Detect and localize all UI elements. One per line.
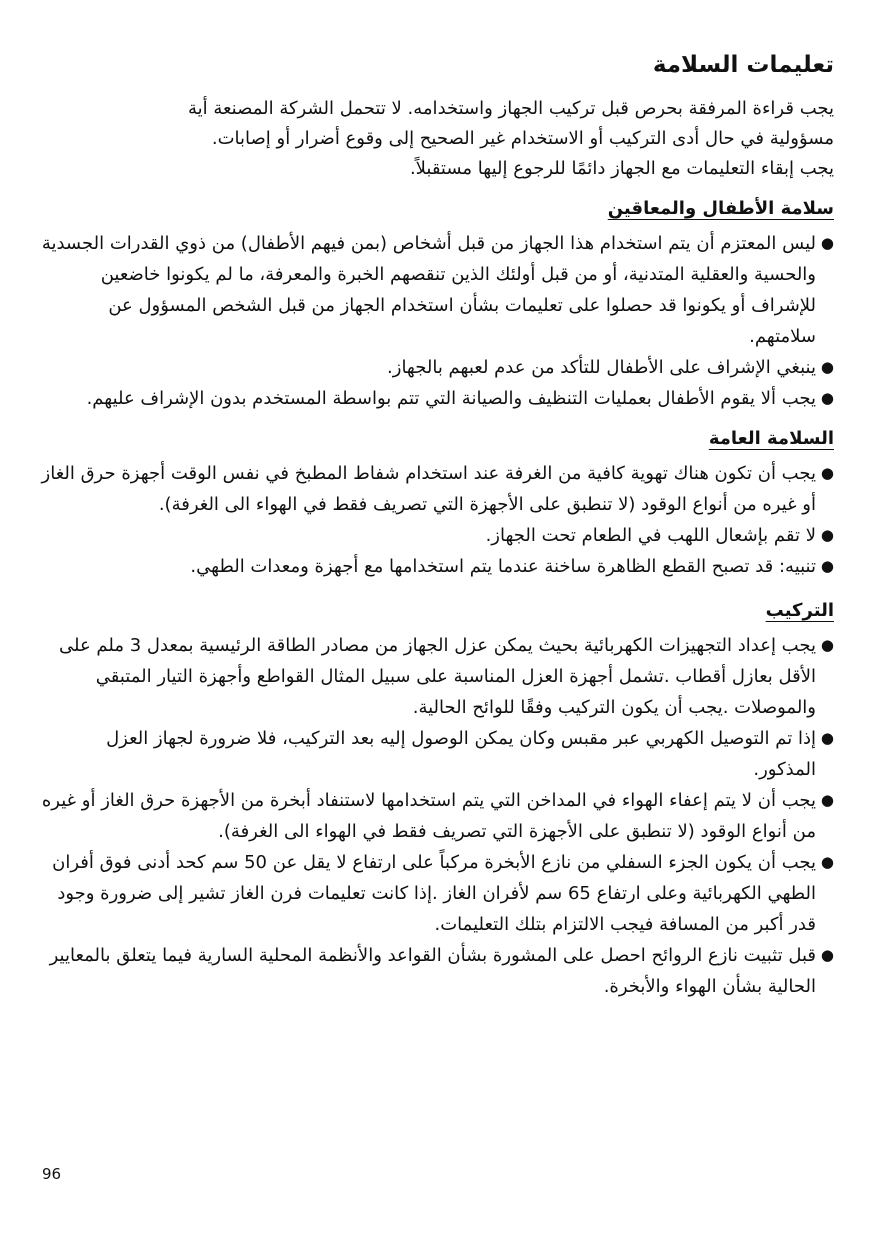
bullet-icon: ● [820, 358, 834, 376]
intro-line: يجب قراءة المرفقة بحرص قبل تركيب الجهاز واستخدامه. لا تتحمل الشركة المصنعة أية [187, 98, 834, 119]
list-item: ● يجب إعداد التجهيزات الكهربائية بحيث يمكن عزل الجهاز من مصادر الطاقة الرئيسية بمعدل 3 ملم على الأقل بعازل أقطاب .تشمل أجهزة العزل المناسبة على سبيل المثال القواطع وأجهزة التيار المتبقي والموصلات .يجب أن يكون التركيب وفقًا للوائح الحالية. [38, 630, 834, 723]
list-item: ● يجب أن لا يتم إعفاء الهواء في المداخن التي يتم استخدامها لاستنفاد أبخرة من الأجهزة حرق الغاز أو غيره من أنواع الوقود (لا تنطبق على الأجهزة التي تصريف فقط في الهواء الى الغرفة). [38, 785, 834, 847]
bullet-icon: ● [820, 526, 834, 544]
list-item: ● ليس المعتزم أن يتم استخدام هذا الجهاز من قبل أشخاص (بمن فيهم الأطفال) من ذوي القدرات الجسدية والحسية والعقلية المتدنية، أو من قبل أولئك الذين تنقصهم الخبرة والمعرفة، ما لم يكونوا خاضعين للإشراف أو يكونوا قد حصلوا على تعليمات بشأن استخدام الجهاز من قبل الشخص المسؤول عن سلامتهم. [38, 228, 834, 352]
bullet-icon: ● [820, 557, 834, 575]
section-installation [38, 596, 834, 1002]
section-children-safety [38, 194, 834, 414]
list-item: ● يجب أن يكون الجزء السفلي من نازع الأبخرة مركباً على ارتفاع لا يقل عن 50 سم كحد أدنى فوق أفران الطهي الكهربائية وعلى ارتفاع 65 سم لأفران الغاز .إذا كانت تعليمات فرن الغاز تشير إلى ضرورة وجود قدر أكبر من المسافة فيجب الالتزام بتلك التعليمات. [38, 847, 834, 940]
bullet-list [38, 228, 834, 414]
list-item: ● يجب أن تكون هناك تهوية كافية من الغرفة عند استخدام شفاط المطبخ في نفس الوقت أجهزة حرق الغاز أو غيره من أنواع الوقود (لا تنطبق على الأجهزة التي تصريف فقط في الهواء الى الغرفة). [38, 458, 834, 520]
list-item: ● يجب ألا يقوم الأطفال بعمليات التنظيف والصيانة التي تتم بواسطة المستخدم بدون الإشراف عليهم. [38, 383, 834, 414]
bullet-icon: ● [820, 234, 834, 252]
list-item: ● إذا تم التوصيل الكهربي عبر مقبس وكان يمكن الوصول إليه بعد التركيب، فلا ضرورة لجهاز العزل المذكور. [38, 723, 834, 785]
list-item: ● تنبيه: قد تصبح القطع الظاهرة ساخنة عندما يتم استخدامها مع أجهزة ومعدات الطهي. [38, 551, 834, 582]
intro-paragraph [38, 94, 834, 184]
intro-line: مسؤولية في حال أدى التركيب أو الاستخدام غير الصحيح إلى وقوع أضرار أو إصابات. [211, 128, 834, 149]
bullet-icon: ● [820, 946, 834, 964]
intro-line: يجب إبقاء التعليمات مع الجهاز دائمًا للرجوع إليها مستقبلاً. [409, 158, 834, 179]
bullet-icon: ● [820, 389, 834, 407]
section-heading: التركيب [765, 600, 834, 621]
section-heading: السلامة العامة [708, 428, 834, 449]
bullet-list [38, 458, 834, 582]
section-heading: سلامة الأطفال والمعاقين [607, 198, 834, 219]
bullet-list [38, 630, 834, 1002]
bullet-icon: ● [820, 464, 834, 482]
page-number: 96 [42, 1165, 62, 1183]
bullet-icon: ● [820, 853, 834, 871]
bullet-icon: ● [820, 729, 834, 747]
manual-page [38, 48, 834, 1002]
section-general-safety [38, 424, 834, 582]
page-title: تعليمات السلامة [652, 52, 834, 78]
list-item: ● لا تقم بإشعال اللهب في الطعام تحت الجهاز. [38, 520, 834, 551]
list-item: ● ينبغي الإشراف على الأطفال للتأكد من عدم لعبهم بالجهاز. [38, 352, 834, 383]
bullet-icon: ● [820, 791, 834, 809]
bullet-icon: ● [820, 636, 834, 654]
list-item: ● قبل تثبيت نازع الروائح احصل على المشورة بشأن القواعد والأنظمة المحلية السارية فيما يتعلق بالمعايير الحالية بشأن الهواء والأبخرة. [38, 940, 834, 1002]
